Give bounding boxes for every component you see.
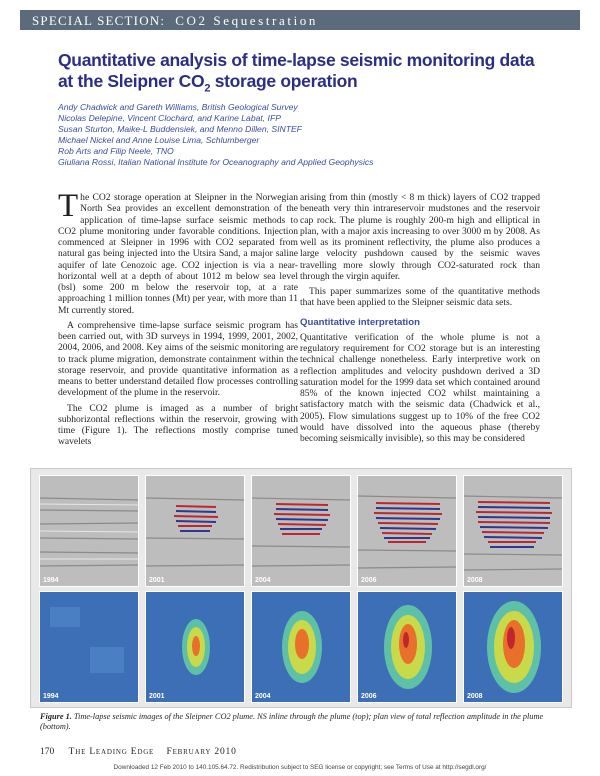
amplitude-map-panel <box>145 591 245 703</box>
section-subhead: Quantitative interpretation <box>300 316 420 328</box>
year-label: 2006 <box>361 693 377 700</box>
section-name: CO2 Sequestration <box>175 13 318 28</box>
author-line: Andy Chadwick and Gareth Williams, British Geological Survey <box>58 102 298 112</box>
amplitude-map-panel <box>251 591 351 703</box>
special-section-label: SPECIAL SECTION: <box>32 13 166 28</box>
seismic-section-panel <box>39 475 139 587</box>
year-label: 2006 <box>361 577 377 584</box>
page-number: 170 <box>40 747 55 757</box>
seismic-section-panel <box>463 475 563 587</box>
year-label: 1994 <box>43 693 59 700</box>
title-line-1: Quantitative analysis of time-lapse seismic monitoring data <box>58 50 535 70</box>
amplitude-map-panel <box>463 591 563 703</box>
year-label: 2004 <box>255 577 271 584</box>
paragraph: arising from thin (mostly < 8 m thick) layers of CO2 trapped beneath very thin intrareservoir mudstones and the reservoir cap rock. The plume is roughly 200-m high and elliptical in plan, with a major axis increasing to over 3000 m by 2008. As well as its prominent reflectivity, the plume also produces a large velocity pushdown caused by the seismic waves travelling more slowly through CO2-saturated rock than through the virgin aquifer. <box>300 192 540 282</box>
year-label: 2004 <box>255 693 271 700</box>
author-line: Nicolas Delepine, Vincent Clochard, and Karine Labat, IFP <box>58 113 281 123</box>
journal-name: The Leading Edge <box>68 747 155 757</box>
figure-1 <box>30 468 572 708</box>
author-line: Michael Nickel and Anne Louise Lima, Schlumberger <box>58 135 260 145</box>
amplitude-map-panel <box>39 591 139 703</box>
paragraph: The CO2 storage operation at Sleipner in the Norwegian North Sea provides an excellent demonstration of the application of time-lapse surface seismic methods to CO2 plume monitoring under favorable conditions. Injection commenced at Sleipner in 1996 with CO2 separated from natural gas being injected into the Utsira Sand, a major saline aquifer of late Cenozoic age. CO2 injection is via a near-horizontal well at a depth of about 1012 m below sea level (bsl) some 200 m below the reservoir top, at a rate approaching 1 million tonnes (Mt) per year, with more than 11 Mt currently stored. <box>58 188 298 316</box>
caption-label: Figure 1. <box>40 712 72 721</box>
seismic-section-panel <box>145 475 245 587</box>
year-label: 2001 <box>149 693 165 700</box>
caption-text: Time-lapse seismic images of the Sleipner CO2 plume. NS inline through the plume (top); plan view of total reflection amplitude in the plume (bottom). <box>40 712 544 731</box>
paragraph: Quantitative verification of the whole plume is not a regulatory requirement for CO2 storage but is an interesting technical challenge nonetheless. Early interpretive work on reflection amplitudes and velocity pushdown derived a 3D saturation model for the 1999 data set which contained around 85% of the known injected CO2 whilst maintaining a satisfactory match with the seismic data (Chadwick et al., 2005). Flow simulations suggest up to 10% of the free CO2 would have dissolved into the aqueous phase (thereby becoming seismically invisible), so this may be considered <box>300 331 540 444</box>
author-line: Susan Sturton, Maike-L Buddensiek, and Menno Dillen, SINTEF <box>58 124 302 134</box>
section-header <box>32 11 318 31</box>
year-label: 2001 <box>149 577 165 584</box>
body-column-right <box>300 192 540 448</box>
article-title <box>58 50 558 100</box>
year-label: 1994 <box>43 577 59 584</box>
year-label: 2008 <box>467 577 483 584</box>
paragraph: A comprehensive time-lapse surface seismic program has been carried out, with 3D surveys in 1994, 1999, 2001, 2002, 2004, 2006, and 2008. Key aims of the seismic monitoring are to track plume migration, demonstrate containment within the storage reservoir, and provide quantitative information as a means to better understand detailed flow processes controlling development of the plume in the reservoir. <box>58 319 298 399</box>
author-line: Giuliana Rossi, Italian National Institute for Oceanography and Applied Geophysics <box>58 157 374 167</box>
paragraph: The CO2 plume is imaged as a number of bright subhorizontal reflections within the reservoir, growing with time (Figure 1). The reflections mostly comprise tuned wavelets <box>58 402 298 448</box>
figure-caption <box>40 712 560 732</box>
paragraph: This paper summarizes some of the quantitative methods that have been applied to the Sleipner seismic data sets. <box>300 286 540 309</box>
title-line-2: at the Sleipner $CO_2$ storage operation <box>58 71 358 95</box>
body-column-left <box>58 188 298 452</box>
issue-date: February 2010 <box>166 747 237 757</box>
author-line: Rob Arts and Filip Neele, TNO <box>58 146 174 156</box>
author-list <box>58 102 558 168</box>
download-notice: Downloaded 12 Feb 2010 to 140.105.64.72. Redistribution subject to SEG license or copyright; see Terms of Use at http://segdl.org/ <box>113 764 487 771</box>
page-footer <box>40 747 560 757</box>
seismic-section-panel <box>357 475 457 587</box>
seismic-section-panel <box>251 475 351 587</box>
drop-cap: T <box>58 188 79 224</box>
amplitude-map-panel <box>357 591 457 703</box>
year-label: 2008 <box>467 693 483 700</box>
